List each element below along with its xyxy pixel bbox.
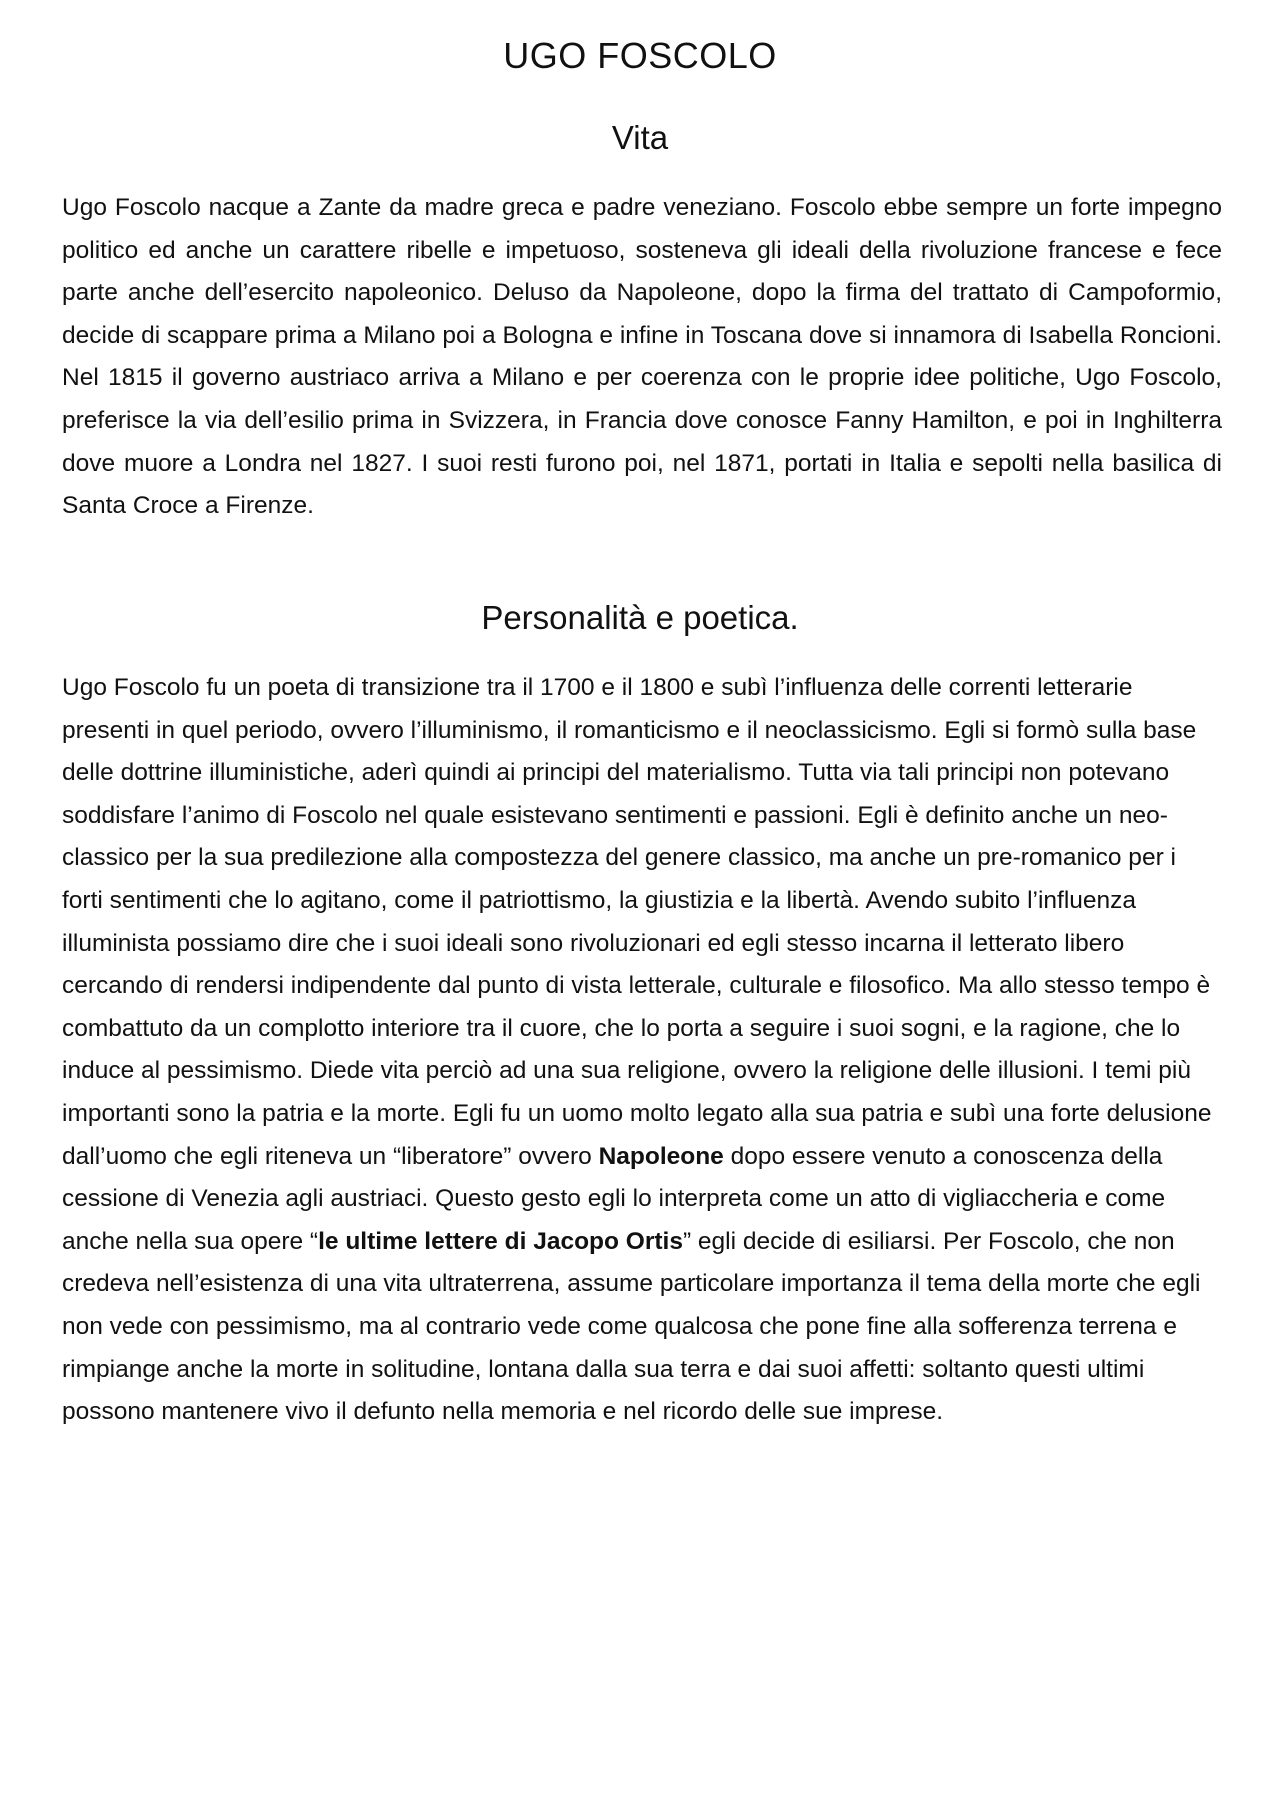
paragraph-poetica-text-1: Ugo Foscolo fu un poeta di transizione tra il 1700 e il 1800 e subì l’influenza delle correnti letterarie presenti in quel periodo, ovvero l’illuminismo, il romanticismo e il neoclassicismo. Egli si formò sulla base delle dottrine illuministiche, aderì quindi ai principi del materialismo. Tutta via tali principi non potevano soddisfare l’animo di Foscolo nel quale esistevano sentimenti e passioni. Egli è definito anche un neo-classico per la sua predilezione alla compostezza del genere classico, ma anche un pre-romanico per i forti sentimenti che lo agitano, come il patriottismo, la giustizia e la libertà. Avendo subito l’influenza illuminista possiamo dire che i suoi ideali sono rivoluzionari ed egli stesso incarna il letterato libero cercando di rendersi indipendente dal punto di vista letterale, culturale e filosofico. Ma allo stesso tempo è combattuto da un complotto interiore tra il cuore, che lo porta a seguire i suoi sogni, e la ragione, che lo induce al pessimismo. Diede vita perciò ad una sua religione, ovvero la religione delle illusioni. I temi più importanti sono la patria e la morte. Egli fu un uomo molto legato alla sua patria e subì una forte delusione dall’uomo che egli riteneva un “liberatore” ovvero bbox=[62, 674, 1212, 1170]
jacopo-ortis-title: le ultime lettere di Jacopo Ortis bbox=[318, 1227, 683, 1255]
section-heading-vita: Vita bbox=[611, 119, 669, 156]
paragraph-vita: Ugo Foscolo nacque a Zante da madre greca e padre veneziano. Foscolo ebbe sempre un forte impegno politico ed anche un carattere ribelle e impetuoso, sosteneva gli ideali della rivoluzione francese e fece parte anche dell’esercito napoleonico. Deluso da Napoleone, dopo la firma del trattato di Campoformio, decide di scappare prima a Milano poi a Bologna e infine in Toscana dove si innamora di Isabella Roncioni. Nel 1815 il governo austriaco arriva a Milano e per coerenza con le proprie idee politiche, Ugo Foscolo, preferisce la via dell’esilio prima in Svizzera, in Francia dove conosce Fanny Hamilton, e poi in Inghilterra dove muore a Londra nel 1827. I suoi resti furono poi, nel 1871, portati in Italia e sepolti nella basilica di Santa Croce a Firenze. bbox=[62, 194, 1222, 520]
napoleone-emphasis: Napoleone bbox=[598, 1142, 724, 1170]
document-title: UGO FOSCOLO bbox=[503, 35, 777, 76]
paragraph-poetica-text-2: dopo essere venuto a conoscenza della cessione di Venezia agli austriaci. Questo gesto egli lo interpreta come un atto di vigliaccheria e come anche nella sua opere “ bbox=[62, 1142, 1166, 1255]
paragraph-poetica bbox=[62, 667, 1222, 1434]
paragraph-poetica-text-3: ” egli decide di esiliarsi. Per Foscolo, che non credeva nell’esistenza di una vita ultraterrena, assume particolare importanza il tema della morte che egli non vede con pessimismo, ma al contrario vede come qualcosa che pone fine alla sofferenza terrena e rimpiange anche la morte in solitudine, lontana dalla sua terra e dai suoi affetti: soltanto questi ultimi possono mantenere vivo il defunto nella memoria e nel ricordo delle sue imprese. bbox=[62, 1227, 1201, 1426]
section-heading-poetica: Personalità e poetica. bbox=[481, 599, 799, 636]
